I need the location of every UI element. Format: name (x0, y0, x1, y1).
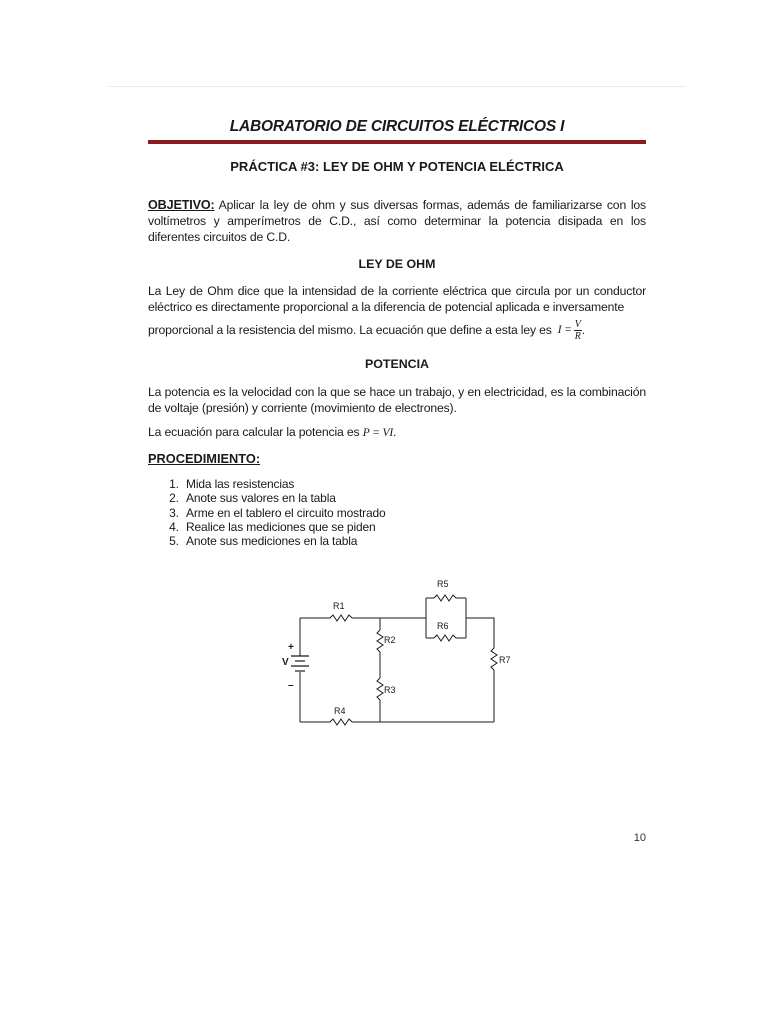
label-r4: R4 (334, 706, 346, 716)
label-r6: R6 (437, 621, 449, 631)
procedure-step: 4. Realice las mediciones que se piden (182, 520, 646, 534)
objective-text: Aplicar la ley de ohm y sus diversas formas, además de familiarizarse con los voltímetros y amperímetros de C.D., así como determinar la potencia disipada en los diferentes circuitos de C.D. (148, 198, 646, 244)
power-eq-end: . (393, 425, 397, 439)
battery-symbol (291, 656, 309, 671)
lab-title: LABORATORIO DE CIRCUITOS ELÉCTRICOS I (229, 118, 565, 135)
power-text: La potencia es la velocidad con la que se hace un trabajo, y en electricidad, es la combinación de voltaje (presión) y corriente (movimiento de electrones). (148, 385, 646, 415)
circuit-diagram (276, 572, 526, 738)
ohm-eq-fraction (574, 319, 582, 342)
power-heading: POTENCIA (364, 357, 430, 371)
procedure-step: 1. Mida las resistencias (182, 477, 646, 491)
label-source-v: V (282, 657, 289, 668)
procedure-list (148, 477, 646, 548)
ohm-law-text-end (148, 317, 646, 343)
wire-top-right (466, 618, 494, 648)
ohm-eq-end: . (581, 323, 585, 337)
power-equation-line (148, 424, 646, 441)
title-accent-bar (148, 140, 646, 144)
label-r7: R7 (499, 655, 511, 665)
page-top-rule (108, 86, 686, 87)
resistor-r7 (491, 648, 497, 670)
resistor-r1 (330, 615, 352, 621)
procedure-step: 3. Arme en el tablero el circuito mostrado (182, 506, 646, 520)
resistor-r4 (330, 719, 352, 725)
page-number: 10 (633, 832, 646, 844)
resistor-r3 (377, 678, 383, 700)
ohm-eq-denominator: R (574, 330, 581, 342)
objective-paragraph (148, 197, 646, 245)
procedure-step: 2. Anote sus valores en la tabla (182, 491, 646, 505)
ohm-eq-lhs: I = (557, 324, 572, 336)
objective-label: OBJETIVO: (148, 198, 215, 212)
label-source-plus: + (288, 642, 294, 653)
practice-title: PRÁCTICA #3: LEY DE OHM Y POTENCIA ELÉCTRICA (230, 159, 564, 174)
ohm-law-text-last: proporcional a la resistencia del mismo. La ecuación que define a esta ley es (148, 323, 552, 337)
procedure-step: 5. Anote sus mediciones en la tabla (182, 534, 646, 548)
ohm-eq-numerator: V (574, 318, 581, 330)
resistor-r2 (377, 630, 383, 652)
label-r1: R1 (333, 601, 345, 611)
power-eq: P = VI (362, 427, 394, 439)
procedure-heading: PROCEDIMIENTO: (148, 451, 261, 466)
label-r2: R2 (384, 635, 396, 645)
ohm-law-text: La Ley de Ohm dice que la intensidad de la corriente eléctrica que circula por un conductor eléctrico es directamente proporcional a la diferencia de potencial aplicada e inversamente (148, 284, 646, 314)
ohm-law-heading: LEY DE OHM (358, 257, 436, 271)
resistor-r5 (434, 595, 456, 601)
label-source-minus: – (288, 680, 294, 691)
label-r3: R3 (384, 685, 396, 695)
power-eq-text: La ecuación para calcular la potencia es (148, 425, 363, 439)
label-r5: R5 (437, 579, 449, 589)
circuit-wires (300, 595, 497, 725)
resistor-r6 (434, 635, 456, 641)
document-page (148, 110, 646, 548)
